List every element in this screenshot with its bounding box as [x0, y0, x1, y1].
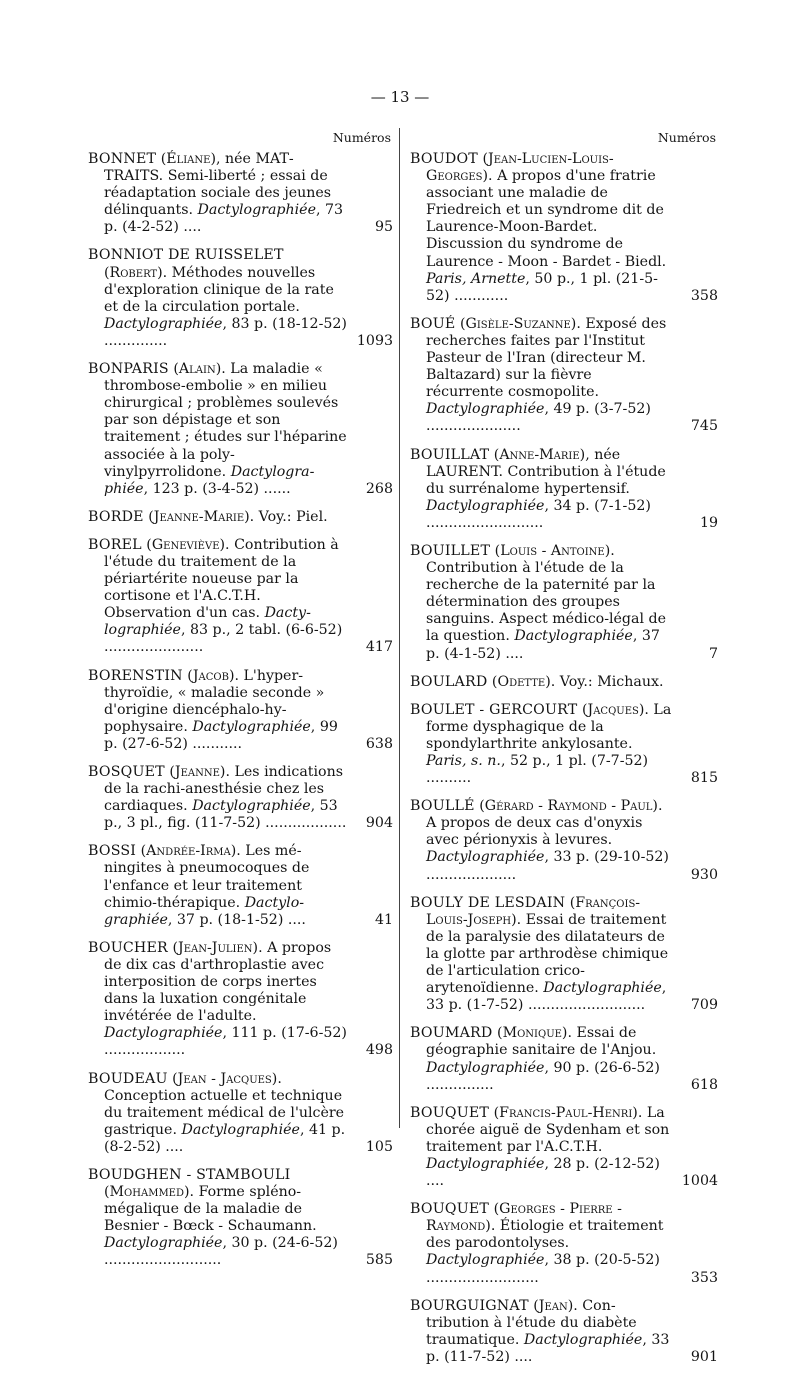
entry-number: 815 [690, 770, 718, 787]
entry-text [88, 247, 393, 350]
entry-details: , 53 p., 3 pl., fig. (11-7-52) .................. [104, 798, 347, 832]
entry-details: , 52 p., 1 pl. (7-7-52) .......... [426, 753, 649, 787]
entry-list [88, 151, 393, 1270]
entry-title: , née LAURENT. Contribution à l'étude du surrénalome hypertensif. [426, 446, 666, 497]
entry-title: . Les méningites à pneumocoques de l'enfance et leur traitement chimio-thérapique. [104, 843, 310, 911]
bibliography-entry [88, 1071, 393, 1156]
entry-title: . A propos d'une fratrie associant une maladie de Friedreich et un syndrome dit de Laurence-Moon-Bardet. Discussion du syndrome de Laurence - Moon - Bardet - Biedl. [426, 168, 667, 270]
entry-details: , 34 p. (7-1-52) .......................... [426, 497, 651, 531]
entry-text [88, 537, 393, 657]
entry-publication: Dactylographiée [523, 1331, 643, 1348]
entry-author: BOUDGHEN - STAMBOULI [88, 1166, 291, 1183]
entry-number: 638 [365, 735, 393, 752]
column-header: Numéros [657, 130, 716, 145]
entry-number: 498 [365, 1042, 393, 1059]
entry-details: , 41 p. (8-2-52) .... [104, 1121, 346, 1155]
entry-author: BOURGUIGNAT [410, 1297, 529, 1314]
page-number: — 13 — [370, 88, 430, 106]
entry-text [410, 674, 718, 691]
entry-title: . Essai de géographie sanitaire de l'Anjou. [426, 1025, 657, 1059]
entry-author: BOUQUET [410, 1201, 490, 1218]
entry-given-names: (Jacques) [581, 701, 645, 718]
entry-title: . Contribution à l'étude du traitement de la périartérite noueuse par la cortisone et l'A.C.T.H. Observation d'un cas. [104, 536, 339, 622]
entry-author: BOUCHER [88, 939, 168, 956]
entry-author: BOUILLET [410, 542, 491, 559]
entry-title: , née MATTRAITS. Semi-liberté ; essai de réadaptation sociale des jeunes délinquants. [104, 151, 332, 219]
entry-given-names: (Gisèle-Suzanne) [459, 315, 577, 332]
bibliography-entry [410, 1105, 718, 1190]
entry-given-names: (Gérard - Raymond - Paul) [479, 798, 658, 815]
entry-given-names: (Louis - Antoine) [494, 542, 611, 559]
entry-author: BONNET [88, 151, 157, 167]
bibliography-entry [410, 447, 718, 532]
bibliography-entry [88, 843, 393, 928]
entry-author: BORENSTIN [88, 667, 183, 684]
entry-details: , 99 p. (27-6-52) ........... [104, 718, 338, 752]
entry-text [410, 316, 718, 436]
entry-text [410, 798, 718, 883]
entry-text [410, 1201, 718, 1286]
entry-publication: Dactylographiée [104, 894, 305, 928]
entry-given-names: (François-Louis-Joseph) [426, 894, 641, 928]
entry-text [410, 447, 718, 532]
entry-given-names: (Robert) [104, 264, 163, 281]
entry-publication: Dactylographiée [426, 1155, 545, 1172]
entry-given-names: (Jean-Julien) [172, 939, 259, 956]
entry-publication: Dactylographiée [426, 1059, 545, 1076]
entry-details: , 33 p. (29-10-52) .................... [426, 849, 669, 883]
entry-title: . La forme dysphagique de la spondylarthrite ankylosante. [426, 701, 672, 752]
entry-given-names: (Mohammed) [104, 1184, 190, 1201]
entry-title: . L'hyperthyroïdie, « maladie seconde » d'origine diencéphalo-hypophysaire. [104, 667, 325, 735]
entry-given-names: (Odette) [491, 673, 551, 690]
bibliography-entry [410, 1201, 718, 1286]
bibliography-entry [410, 1298, 718, 1366]
entry-details: , 83 p., 2 tabl. (6-6-52) ...................... [104, 622, 343, 656]
bibliography-entry [88, 509, 393, 526]
entry-given-names: (Jeanne-Marie) [148, 508, 250, 525]
entry-number: 618 [690, 1076, 718, 1093]
entry-text [410, 702, 718, 787]
entry-details: , 90 p. (26-6-52) ............... [426, 1059, 660, 1093]
entry-title: . La maladie « thrombose-embolie » en milieu chirurgical ; problèmes soulevés par son dépistage et son traitement ; études sur l'héparine associée à la polyvinylpyrrolidone. [104, 361, 347, 480]
entry-title: . Méthodes nouvelles d'exploration clinique de la rate et de la circulation portale. [104, 264, 334, 315]
entry-title: . Voy.: Piel. [249, 508, 328, 525]
bibliography-entry [410, 702, 718, 787]
entry-number: 930 [690, 866, 718, 883]
bibliography-entry [410, 1025, 718, 1093]
entry-publication: Paris, Arnette [426, 270, 526, 287]
entry-title: . Contribution à l'étude de la recherche de la paternité par la détermination des groupes sanguins. Aspect médico-légal de la question. [426, 542, 666, 645]
entry-author: BOULARD [410, 673, 488, 690]
entry-text [410, 543, 718, 663]
entry-details: , 28 p. (2-12-52) .... [426, 1155, 660, 1190]
entry-number: 745 [690, 418, 718, 435]
column-header: Numéros [332, 130, 391, 145]
entry-number: 268 [365, 480, 393, 497]
entry-number: 585 [365, 1252, 393, 1269]
bibliography-entry [88, 247, 393, 350]
right-column [410, 130, 718, 1377]
entry-details: , 33 p. (11-7-52) .... [426, 1331, 670, 1365]
entry-author: BOSSI [88, 843, 137, 860]
entry-author: BOSQUET [88, 764, 165, 780]
column-divider [399, 128, 400, 1128]
entry-given-names: (Georges - Pierre - Raymond) [426, 1201, 622, 1235]
entry-publication: Dactylographiée [426, 1252, 545, 1269]
entry-title: . Essai de traitement de la paralysie des dilatateurs de la glotte par arthrodèse chimique de l'articulation crico-arytenoïdienne. [426, 911, 669, 997]
entry-publication: Dactylographiée [543, 980, 662, 997]
entry-publication: Dactylographiée [197, 202, 316, 219]
entry-number: 358 [690, 287, 718, 304]
entry-number: 1093 [356, 332, 393, 349]
entry-details: , 37 p. (4-1-52) .... [426, 628, 660, 662]
bibliography-entry [410, 798, 718, 883]
entry-title: . A propos de deux cas d'onyxis avec périonyxis à levures. [426, 798, 663, 849]
bibliography-entry [88, 151, 393, 236]
entry-number: 353 [690, 1269, 718, 1286]
entry-given-names: (Francis-Paul-Henri) [493, 1104, 638, 1121]
entry-author: BOUQUET [410, 1104, 490, 1121]
entry-publication: Dactylographiée [104, 463, 315, 497]
entry-details: , 50 p., 1 pl. (21-5-52) ............ [426, 270, 658, 304]
entry-title: . Exposé des recherches faites par l'Institut Pasteur de l'Iran (directeur M. Baltazard) sur la fièvre récurrente cosmopolite. [426, 315, 667, 401]
entry-author: BOULLÉ [410, 798, 475, 815]
entry-details: , 33 p. (1-7-52) .......................... [426, 980, 667, 1014]
entry-text [88, 764, 393, 832]
entry-publication: Dactylographiée [104, 315, 223, 332]
entry-text [88, 843, 393, 928]
entry-number: 105 [365, 1138, 393, 1155]
entry-given-names: (Geneviève) [146, 536, 226, 553]
entry-number: 709 [690, 997, 718, 1014]
entry-number: 417 [365, 639, 393, 656]
bibliography-entry [88, 537, 393, 657]
entry-author: BOUILLAT [410, 446, 490, 463]
bibliography-entry [410, 316, 718, 436]
entry-publication: Dactylographiée [104, 1235, 223, 1252]
entry-publication: Dactylographiée [426, 497, 545, 514]
bibliography-entry [88, 668, 393, 753]
entry-author: BOUMARD [410, 1025, 493, 1042]
bibliography-entry [410, 895, 718, 1015]
entry-author: BONPARIS [88, 361, 169, 378]
entry-title: . Forme splénomégalique de la maladie de Besnier - Bœck - Schaumann. [104, 1184, 317, 1235]
entry-details: , 49 p. (3-7-52) ..................... [426, 401, 651, 435]
entry-number: 1004 [681, 1173, 718, 1190]
bibliography-entry [410, 151, 718, 305]
entry-given-names: (Anne-Marie) [493, 446, 586, 463]
entry-author: BOUÉ [410, 315, 456, 332]
bibliography-entry [88, 940, 393, 1060]
entry-text [410, 1298, 718, 1366]
bibliography-entry [88, 764, 393, 832]
entry-text [88, 151, 393, 236]
entry-details: , 111 p. (17-6-52) .................. [104, 1025, 347, 1059]
entry-given-names: (Éliane) [160, 151, 216, 167]
entry-title: . Voy.: Michaux. [550, 673, 664, 690]
entry-number: 95 [374, 219, 393, 236]
entry-given-names: (Jean - Jacques) [172, 1070, 278, 1087]
entry-given-names: (Alain) [173, 361, 222, 378]
entry-title: . Les indications de la rachi-anesthésie chez les cardiaques. [104, 764, 343, 815]
entry-author: BOUDEAU [88, 1070, 168, 1087]
entry-number: 41 [374, 911, 393, 928]
entry-publication: Dactylographiée [426, 401, 545, 418]
entry-given-names: (Jean) [533, 1297, 574, 1314]
entry-text [410, 1105, 718, 1190]
entry-number: 904 [365, 815, 393, 832]
entry-text [88, 668, 393, 753]
entry-details: , 30 p. (24-6-52) .......................... [104, 1235, 338, 1269]
entry-text [88, 509, 393, 526]
entry-publication: Dactylographiée [514, 628, 633, 645]
entry-publication: Dactylographiée [426, 849, 545, 866]
entry-text [88, 1071, 393, 1156]
entry-publication: Dactylographiée [181, 1121, 300, 1138]
entry-number: 901 [690, 1348, 718, 1365]
entry-publication: Paris, s. n. [426, 753, 501, 769]
entry-author: BORDE [88, 508, 144, 525]
entry-details: , 38 p. (20-5-52) ......................... [426, 1252, 660, 1286]
entry-text [410, 1025, 718, 1093]
entry-number: 19 [699, 514, 718, 531]
entry-author: BOUDOT [410, 151, 478, 167]
entry-publication: Dactylographiée [192, 718, 311, 735]
bibliography-entry [410, 674, 718, 691]
entry-given-names: (Monique) [497, 1025, 568, 1042]
entry-text [88, 940, 393, 1060]
entry-details: , 83 p. (18-12-52) .............. [104, 315, 347, 349]
entry-text [410, 151, 718, 305]
entry-details: , 123 p. (3-4-52) ...... [143, 480, 291, 497]
entry-details: , 37 p. (18-1-52) .... [167, 911, 306, 928]
entry-author: BONNIOT DE RUISSELET [88, 247, 284, 264]
bibliography-entry [88, 1167, 393, 1270]
entry-given-names: (Jeanne) [169, 764, 226, 780]
entry-text [88, 361, 393, 498]
entry-title: . Contribution à l'étude du diabète traumatique. [426, 1297, 637, 1348]
left-column [88, 130, 393, 1281]
entry-title: . A propos de dix cas d'arthroplastie avec interposition de corps inertes dans la luxation congénitale invétérée de l'adulte. [104, 939, 332, 1025]
entry-given-names: (Jean-Lucien-Louis-Georges) [426, 151, 614, 185]
entry-text [88, 1167, 393, 1270]
entry-author: BOREL [88, 536, 142, 553]
entry-title: . Étiologie et traitement des parodontolyses. [426, 1218, 664, 1252]
entry-title: . Conception actuelle et technique du traitement médical de l'ulcère gastrique. [104, 1070, 345, 1138]
entry-given-names: (Andrée-Irma) [140, 843, 237, 860]
entry-title: . La chorée aiguë de Sydenham et son traitement par l'A.C.T.H. [426, 1104, 670, 1155]
bibliography-entry [410, 543, 718, 663]
entry-publication: Dactylographiée [104, 1025, 223, 1042]
entry-publication: Dactylographiée [104, 605, 311, 639]
entry-number: 7 [708, 645, 718, 662]
entry-author: BOULY DE LESDAIN [410, 894, 566, 911]
entry-details: , 73 p. (4-2-52) .... [104, 202, 344, 236]
entry-publication: Dactylographiée [192, 798, 311, 815]
entry-text [410, 895, 718, 1015]
bibliography-entry [88, 361, 393, 498]
entry-given-names: (Jacob) [187, 667, 235, 684]
entry-author: BOULET - GERCOURT [410, 701, 578, 718]
entry-list [410, 151, 718, 1366]
